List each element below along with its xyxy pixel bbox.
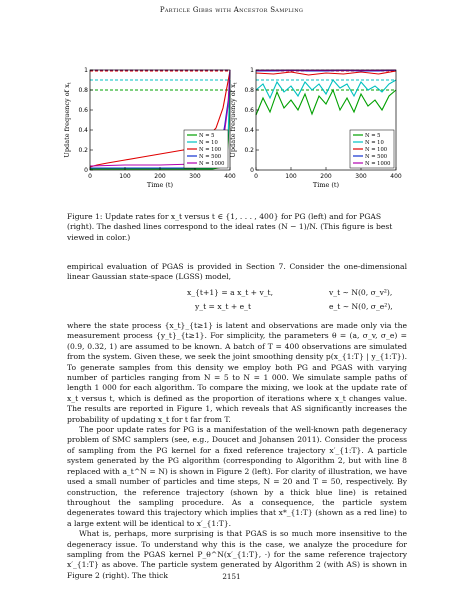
x-tick-label: 300 bbox=[189, 173, 201, 180]
y-tick-label: 0 bbox=[250, 167, 254, 174]
y-axis-label-subscript: t bbox=[233, 82, 239, 85]
y-tick-label: 0.2 bbox=[78, 147, 88, 154]
update-rate-chart-pgas bbox=[226, 62, 404, 200]
y-tick-label: 0.8 bbox=[78, 87, 88, 94]
legend-entry: N = 1000 bbox=[365, 161, 391, 167]
x-tick-label: 0 bbox=[254, 173, 258, 180]
legend-entry: N = 100 bbox=[365, 147, 388, 153]
page-number: 2151 bbox=[222, 572, 241, 581]
y-tick-label: 0.4 bbox=[244, 127, 254, 134]
legend-entry: N = 500 bbox=[365, 154, 388, 160]
legend-entry: N = 10 bbox=[365, 140, 384, 146]
y-axis-label: Update frequency of $x_t$ bbox=[229, 82, 239, 158]
caption-text: Update rates for x_t versus t ∈ {1, . . . , 400} for PG (left) and for PGAS (right). The dashed lines correspond to the ideal rates (N − 1)/N. (This figure is best viewed in color.) bbox=[67, 212, 393, 242]
x-axis-label: Time (t) bbox=[312, 181, 340, 189]
x-tick-label: 400 bbox=[390, 173, 402, 180]
y-tick-label: 1 bbox=[84, 67, 88, 74]
body-text-top bbox=[67, 262, 407, 283]
figure-left-pg bbox=[60, 62, 238, 200]
x-tick-label: 200 bbox=[320, 173, 332, 180]
y-axis-label: Update frequency of $x_t$ bbox=[63, 82, 73, 158]
y-tick-label: 0.4 bbox=[78, 127, 88, 134]
body-text-main bbox=[67, 321, 407, 581]
paragraph-intro: empirical evaluation of PGAS is provided in Section 7. Consider the one-dimensional linear Gaussian state-space (LGSS) model, bbox=[67, 262, 407, 282]
y-axis-label-subscript: t bbox=[67, 82, 73, 85]
x-tick-label: 0 bbox=[88, 173, 92, 180]
update-rate-chart-pg bbox=[60, 62, 238, 200]
x-tick-label: 300 bbox=[355, 173, 367, 180]
series-line-2 bbox=[256, 80, 396, 98]
caption-label: Figure 1: bbox=[67, 212, 103, 221]
legend-entry: N = 100 bbox=[199, 147, 222, 153]
y-tick-label: 0.6 bbox=[244, 107, 254, 114]
legend-entry: N = 500 bbox=[199, 154, 222, 160]
figure-caption bbox=[67, 212, 407, 243]
equation-state-noise: v_t ∼ N(0, σ_v²), bbox=[329, 288, 393, 297]
legend-entry: N = 1000 bbox=[199, 161, 225, 167]
x-tick-label: 400 bbox=[224, 173, 236, 180]
x-tick-label: 100 bbox=[119, 173, 131, 180]
y-tick-label: 0 bbox=[84, 167, 88, 174]
legend-entry: N = 10 bbox=[199, 140, 218, 146]
y-tick-label: 1 bbox=[250, 67, 254, 74]
running-header: Particle Gibbs with Ancestor Sampling bbox=[159, 6, 304, 14]
y-tick-label: 0.6 bbox=[78, 107, 88, 114]
equation-measurement: y_t = x_t + e_t bbox=[195, 302, 251, 311]
figure-right-pgas bbox=[226, 62, 404, 200]
y-tick-label: 0.2 bbox=[244, 147, 254, 154]
legend-entry: N = 5 bbox=[199, 133, 215, 139]
x-axis-label: Time (t) bbox=[146, 181, 174, 189]
lgss-model-equations bbox=[67, 287, 407, 317]
paragraph-setup: where the state process {x_t}_{t≥1} is latent and observations are made only via the measurement process {y_t}_{t≥1}. For simplicity, the parameters θ = (a, σ_v, σ_e) = (0.9, 0.32, 1) are assumed to be known. A batch of T = 400 observations are simulated from the system. Given these, we seek the joint smoothing density p(x_{1:T} | y_{1:T}). To generate samples from this density we employ both PG and PGAS with varying number of particles ranging from N = 5 to N = 1 000. We simulate sample paths of length 1 000 for each algorithm. To compare the mixing, we look at the update rate of x_t versus t, which is defined as the proportion of iterations where x_t changes value. The results are reported in Figure 1, which reveals that AS significantly increases the probability of updating x_t for t far from T. bbox=[67, 321, 407, 424]
equation-state: x_{t+1} = a x_t + v_t, bbox=[187, 288, 273, 297]
paragraph-degeneracy: The poor update rates for PG is a manifestation of the well-known path degeneracy problem of SMC samplers (see, e.g., Doucet and Johansen 2011). Consider the process of sampling from the PG kernel for a fixed reference trajectory x′_{1:T}. A particle system generated by the PG algorithm (corresponding to Algorithm 2, but with line 8 replaced with a_t^N = N) is shown in Figure 2 (left). For clarity of illustration, we have used a small number of particles and time steps, N = 20 and T = 50, respectively. By construction, the reference trajectory (shown by a thick blue line) is retained throughout the sampling procedure. As a consequence, the particle system degenerates toward this trajectory which implies that x*_{1:T} (shown as a red line) to a large extent will be identical to x′_{1:T}. bbox=[67, 425, 407, 528]
paragraph-pgas: What is, perhaps, more surprising is that PGAS is so much more insensitive to the degeneracy issue. To understand why this is the case, we analyze the procedure for sampling from the PGAS kernel P_θ^N(x′_{1:T}, ·) for the same reference trajectory x′_{1:T} as above. The particle system generated by Algorithm 2 (with AS) is shown in Figure 2 (right). The thick bbox=[67, 529, 407, 580]
legend-entry: N = 5 bbox=[365, 133, 381, 139]
series-line-3 bbox=[256, 71, 396, 75]
equation-measurement-noise: e_t ∼ N(0, σ_e²), bbox=[329, 302, 393, 311]
x-tick-label: 100 bbox=[285, 173, 297, 180]
x-tick-label: 200 bbox=[154, 173, 166, 180]
y-tick-label: 0.8 bbox=[244, 87, 254, 94]
